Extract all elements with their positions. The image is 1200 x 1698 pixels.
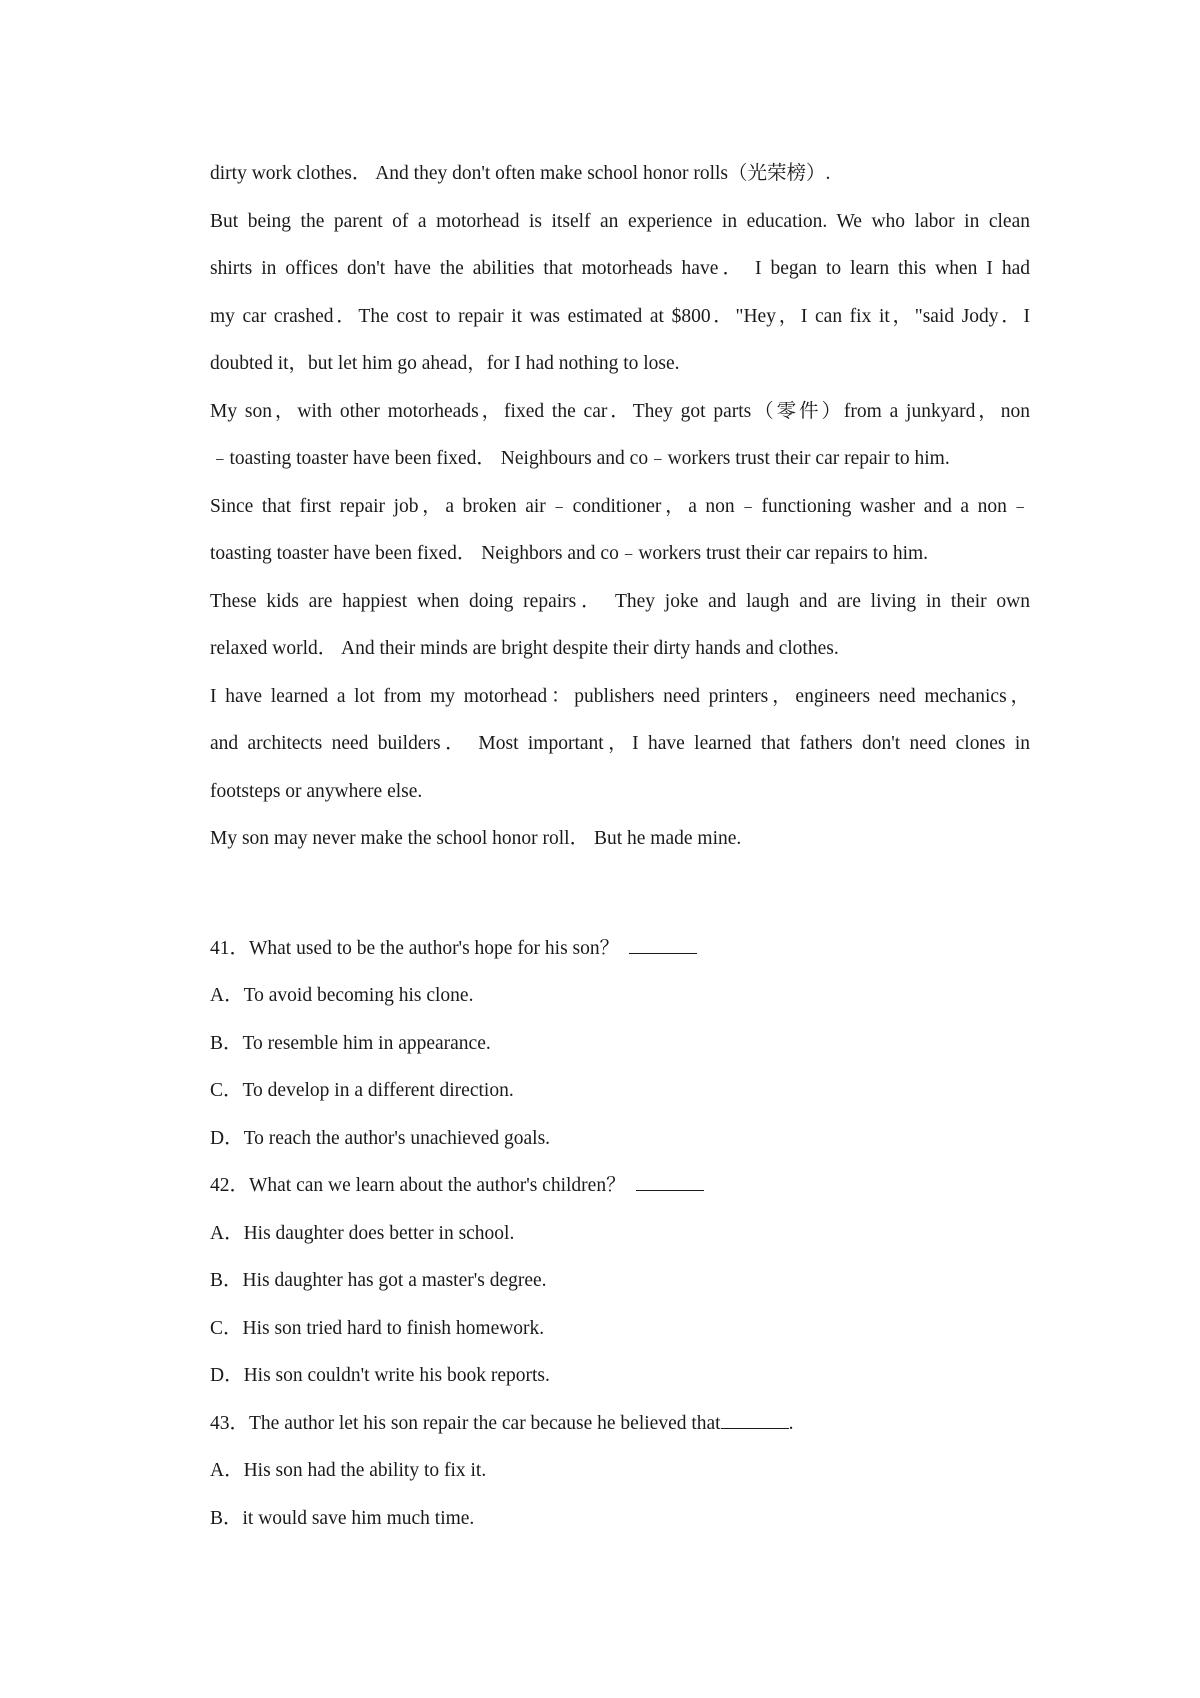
option-41-d[interactable]: D．To reach the author's unachieved goals. xyxy=(210,1127,551,1149)
question-42-text: 42．What can we learn about the author's children？ xyxy=(210,1175,626,1196)
passage-line: dirty work clothes． And they don't often make school honor rolls（光荣榜）. xyxy=(210,163,831,184)
question-stem xyxy=(210,1162,1030,1210)
answer-blank[interactable] xyxy=(629,933,697,954)
question-stem xyxy=(210,925,1030,973)
question-block xyxy=(210,1400,1030,1543)
passage-line: my car crashed．The cost to repair it was estimated at $800．"Hey，I can fix it，"said Jody．I xyxy=(210,305,1030,327)
document-page xyxy=(210,150,1030,1542)
passage-line: footsteps or anywhere else. xyxy=(210,780,423,802)
passage-line: My son may never make the school honor roll． But he made mine. xyxy=(210,828,742,849)
question-41-text: 41．What used to be the author's hope for his son？ xyxy=(210,937,620,959)
passage-line: shirts in offices don't have the abilities that motorheads have． I began to learn this when I had xyxy=(210,258,1030,279)
passage-line: My son，with other motorheads，fixed the car．They got parts（零件）from a junkyard，non xyxy=(210,400,1030,422)
section-gap xyxy=(210,863,1030,925)
passage-line: ﹣toasting toaster have been fixed． Neighbours and co﹣workers trust their car repair to him. xyxy=(210,448,950,469)
answer-blank[interactable] xyxy=(721,1408,789,1429)
passage-line: These kids are happiest when doing repairs． They joke and laugh and are living in their own xyxy=(210,590,1030,612)
question-stem xyxy=(210,1400,1030,1448)
question-43-end: . xyxy=(788,1412,794,1434)
question-block xyxy=(210,925,1030,1163)
option-42-b[interactable]: B．His daughter has got a master's degree. xyxy=(210,1270,547,1291)
passage-line: Since that first repair job，a broken air﹣conditioner，a non﹣functioning washer and a non﹣ xyxy=(210,495,1030,517)
option-42-a[interactable]: A．His daughter does better in school. xyxy=(210,1222,515,1244)
passage-line: relaxed world． And their minds are bright despite their dirty hands and clothes. xyxy=(210,638,839,659)
option-43-b[interactable]: B．it would save him much time. xyxy=(210,1507,475,1529)
answer-blank[interactable] xyxy=(636,1170,704,1191)
reading-passage xyxy=(210,150,1030,863)
option-41-a[interactable]: A．To avoid becoming his clone. xyxy=(210,985,474,1006)
passage-line: I have learned a lot from my motorhead：publishers need printers，engineers need mechanics， xyxy=(210,685,1030,707)
passage-line: doubted it，but let him go ahead，for I had nothing to lose. xyxy=(210,353,680,374)
question-block xyxy=(210,1162,1030,1400)
option-42-d[interactable]: D．His son couldn't write his book reports. xyxy=(210,1365,550,1386)
option-43-a[interactable]: A．His son had the ability to fix it. xyxy=(210,1460,487,1481)
passage-line: But being the parent of a motorhead is itself an experience in education. We who labor in clean xyxy=(210,210,1030,232)
passage-line: toasting toaster have been fixed． Neighbors and co﹣workers trust their car repairs to him. xyxy=(210,543,929,564)
passage-line: and architects need builders． Most important，I have learned that fathers don't need clones in xyxy=(210,733,1030,754)
question-43-text: 43．The author let his son repair the car because he believed that xyxy=(210,1412,721,1434)
option-41-b[interactable]: B．To resemble him in appearance. xyxy=(210,1032,491,1054)
option-41-c[interactable]: C．To develop in a different direction. xyxy=(210,1080,514,1101)
option-42-c[interactable]: C．His son tried hard to finish homework. xyxy=(210,1317,545,1339)
